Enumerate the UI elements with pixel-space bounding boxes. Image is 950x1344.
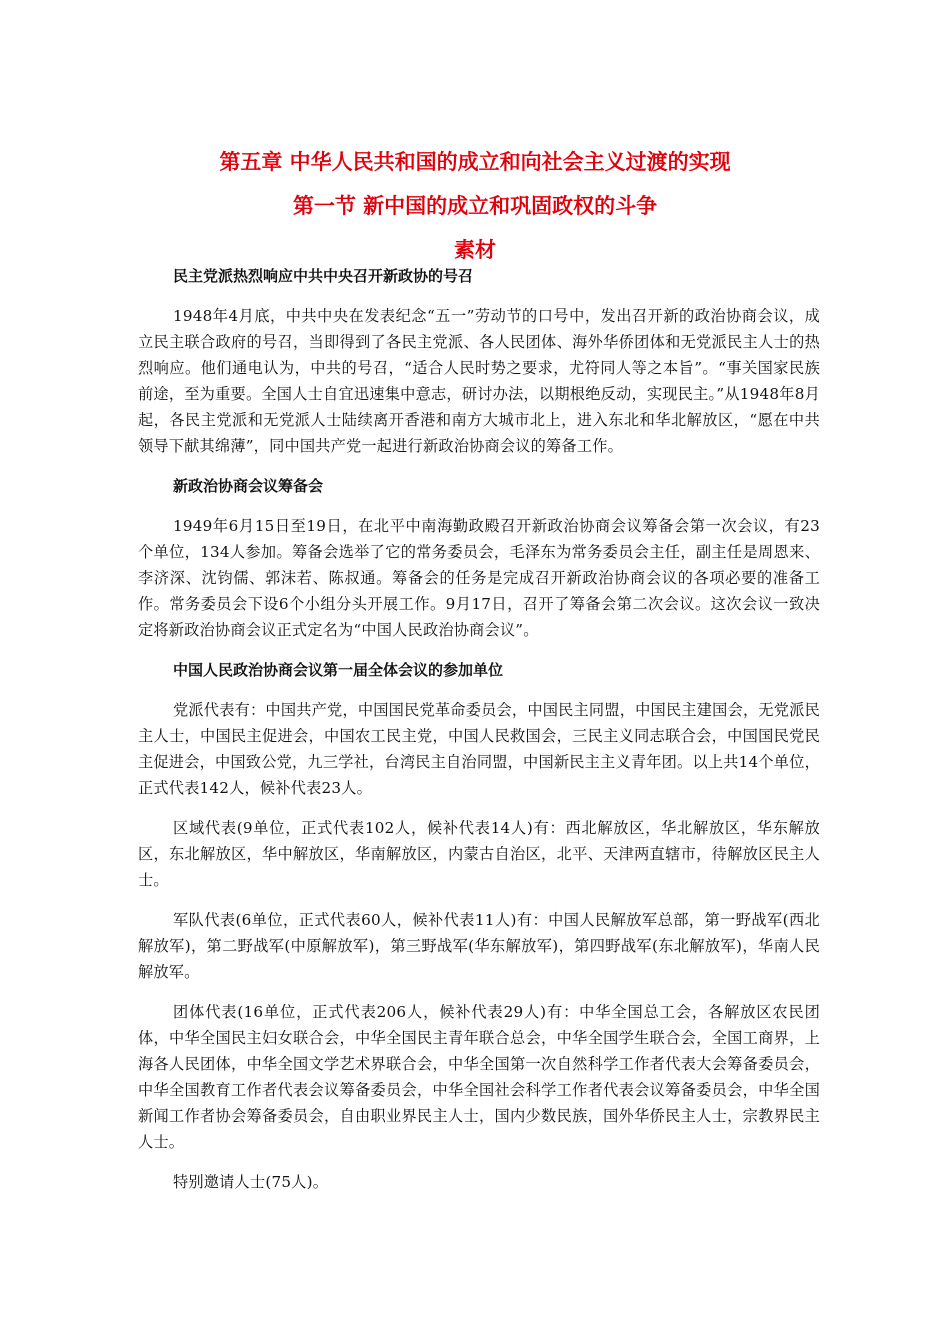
material-title: 素材 [454,238,496,262]
paragraph: 特别邀请人士(75人)。 [173,1173,329,1191]
section-heading: 民主党派热烈响应中共中央召开新政协的号召 [173,267,474,285]
section-title: 第一节 新中国的成立和巩固政权的斗争 [292,194,658,218]
paragraph: 1948年4月底，中共中央在发表纪念“五一”劳动节的口号中，发出召开新的政治协商会议，成立民主联合政府的号召，当即得到了各民主党派、各人民团体、海外华侨团体和无党派民主人士的热烈响应。他们通电认为，中共的号召，“适合人民时势之要求，尤符同人等之本旨”。“事关国家民族前途，至为重要。全国人士自宜迅速集中意志，研讨办法，以期根绝反动，实现民主。”从1948年8月起，各民主党派和无党派人士陆续离开香港和南方大城市北上，进入东北和华北解放区，“愿在中共领导下献其绵薄”，同中国共产党一起进行新政治协商会议的筹备工作。 [138,307,820,455]
paragraph: 1949年6月15日至19日，在北平中南海勤政殿召开新政治协商会议筹备会第一次会议，有23个单位，134人参加。筹备会选举了它的常务委员会，毛泽东为常务委员会主任，副主任是周恩来、李济深、沈钧儒、郭沫若、陈叔通。筹备会的任务是完成召开新政治协商会议的各项必要的准备工作。常务委员会下设6个小组分头开展工作。9月17日，召开了筹备会第二次会议。这次会议一致决定将新政治协商会议正式定名为“中国人民政治协商会议”。 [138,517,820,639]
title-block [0,140,950,272]
chapter-title: 第五章 中华人民共和国的成立和向社会主义过渡的实现 [219,150,731,174]
section-heading: 新政治协商会议筹备会 [173,477,324,495]
paragraph: 团体代表(16单位，正式代表206人，候补代表29人)有：中华全国总工会，各解放区农民团体，中华全国民主妇女联合会，中华全国民主青年联合总会，中华全国学生联合会，全国工商界，上海各人民团体，中华全国文学艺术界联合会，中华全国第一次自然科学工作者代表大会筹备委员会，中华全国教育工作者代表会议筹备委员会，中华全国社会科学工作者代表会议筹备委员会，中华全国新闻工作者协会筹备委员会，自由职业界民主人士，国内少数民族，国外华侨民主人士，宗教界民主人士。 [138,1003,820,1151]
paragraph: 区域代表(9单位，正式代表102人，候补代表14人)有：西北解放区，华北解放区，华东解放区，东北解放区，华中解放区，华南解放区，内蒙古自治区，北平、天津两直辖市，待解放区民主人士。 [138,819,820,889]
paragraph: 党派代表有：中国共产党，中国国民党革命委员会，中国民主同盟，中国民主建国会，无党派民主人士，中国民主促进会，中国农工民主党，中国人民救国会，三民主义同志联合会，中国国民党民主促进会，中国致公党，九三学社，台湾民主自治同盟，中国新民主主义青年团。以上共14个单位，正式代表142人，候补代表23人。 [138,701,820,797]
section-heading: 中国人民政治协商会议第一届全体会议的参加单位 [173,661,504,679]
document-body [138,263,820,1209]
paragraph: 军队代表(6单位，正式代表60人，候补代表11人)有：中国人民解放军总部，第一野战军(西北解放军)，第二野战军(中原解放军)，第三野战军(华东解放军)，第四野战军(东北解放军)，华南人民解放军。 [138,911,820,981]
